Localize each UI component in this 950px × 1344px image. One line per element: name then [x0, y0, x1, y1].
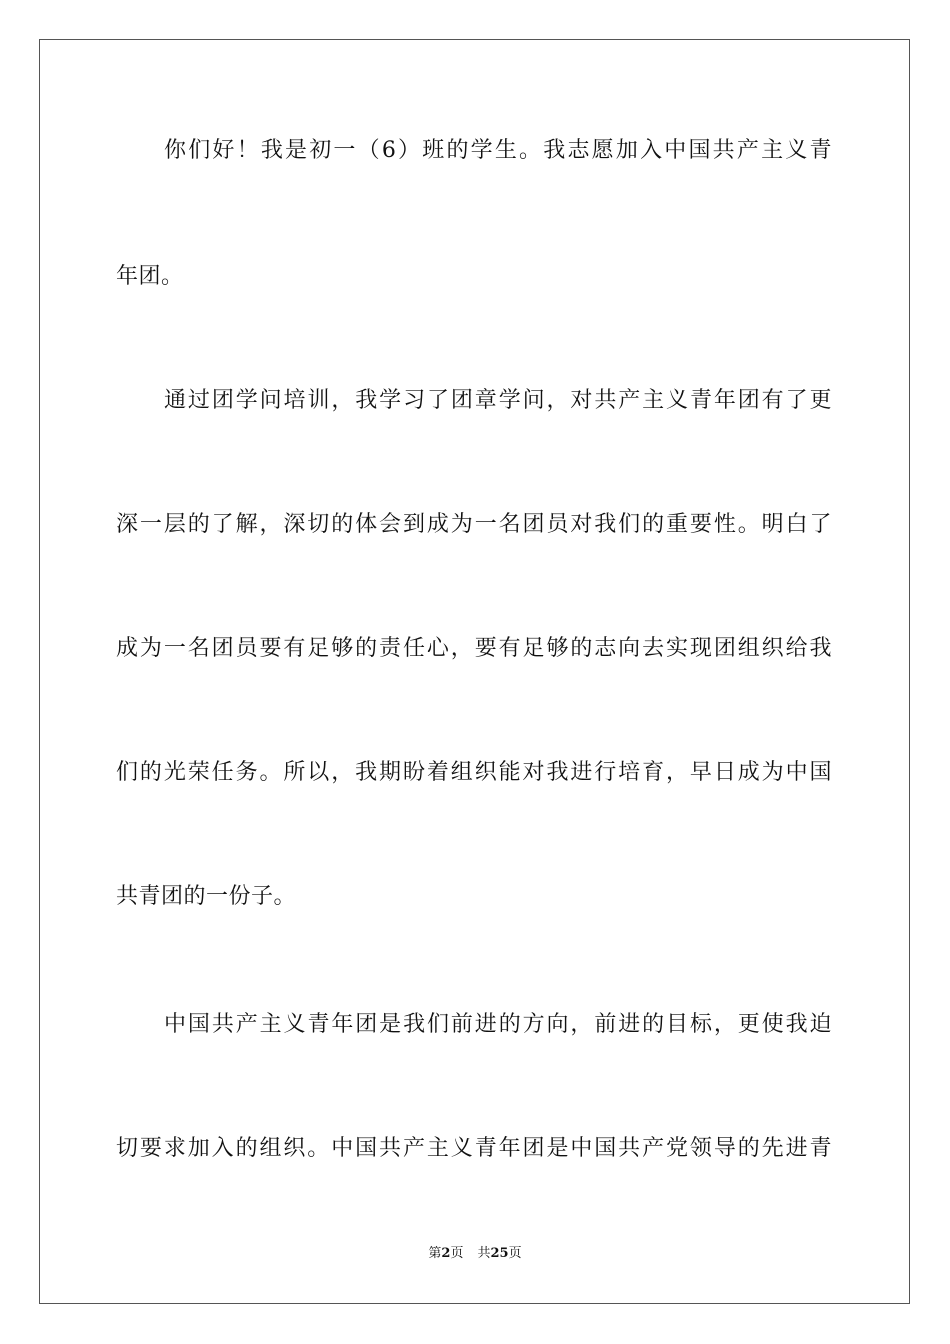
paragraph-2-line-2: 深一层的了解，深切的体会到成为一名团员对我们的重要性。明白了 — [116, 512, 832, 537]
paragraph-2-line-3: 成为一名团员要有足够的责任心，要有足够的志向去实现团组织给我 — [116, 636, 832, 661]
footer-page-number: 2 — [441, 1246, 451, 1261]
footer-total-number: 25 — [490, 1246, 509, 1261]
page-footer — [0, 1245, 950, 1263]
paragraph-3-line-1: 中国共产主义青年团是我们前进的方向，前进的目标，更使我迫 — [164, 1012, 832, 1037]
footer-page-suffix: 页 — [450, 1246, 464, 1261]
footer-total-prefix: 共 — [477, 1246, 491, 1261]
paragraph-2-line-5: 共青团的一份子。 — [116, 884, 297, 909]
footer-page-prefix: 第 — [428, 1246, 442, 1261]
paragraph-1-line-2: 年团。 — [116, 264, 184, 289]
page-border — [39, 39, 910, 1304]
paragraph-1-line-1: 你们好！我是初一（6）班的学生。我志愿加入中国共产主义青 — [164, 138, 832, 163]
paragraph-2-line-4: 们的光荣任务。所以，我期盼着组织能对我进行培育，早日成为中国 — [116, 760, 832, 785]
footer-total-suffix: 页 — [508, 1246, 522, 1261]
paragraph-2-line-1: 通过团学问培训，我学习了团章学问，对共产主义青年团有了更 — [164, 388, 832, 413]
paragraph-3-line-2: 切要求加入的组织。中国共产主义青年团是中国共产党领导的先进青 — [116, 1136, 832, 1161]
